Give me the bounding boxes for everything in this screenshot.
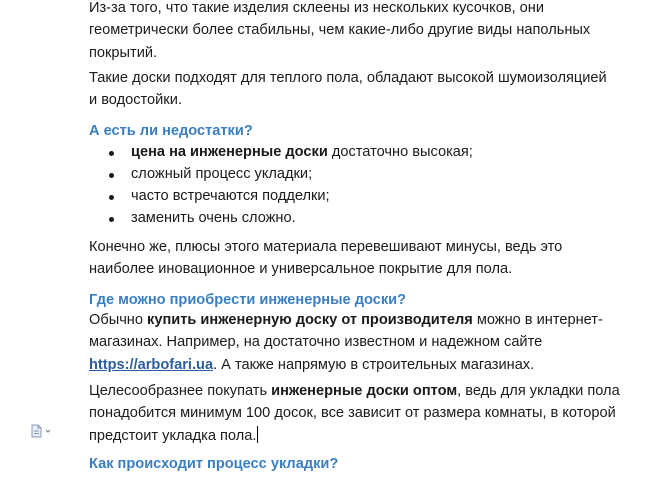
text-line bbox=[89, 354, 603, 376]
paragraph-2 bbox=[89, 67, 607, 112]
text-line: наиболее иновационное и универсальное покрытие для пола. bbox=[89, 261, 513, 278]
text-line bbox=[89, 309, 603, 331]
paragraph-3 bbox=[89, 236, 562, 281]
text-line: магазинах. Например, на достаточно известном и надежном сайте bbox=[89, 334, 543, 351]
bold-phrase: цена на инженерные доски bbox=[131, 144, 328, 160]
paragraph-5 bbox=[89, 380, 620, 447]
text-line: Такие доски подходят для теплого пола, обладают высокой шумоизоляцией bbox=[89, 70, 607, 86]
text-run: . А также напрямую в строительных магазинах. bbox=[213, 356, 535, 373]
text-line: покрытий. bbox=[89, 44, 158, 61]
list-item: сложный процесс укладки; bbox=[105, 164, 473, 186]
text-run: Обычно bbox=[89, 312, 148, 328]
list-item-text: достаточно высокая; bbox=[327, 144, 473, 160]
text-run: можно в интернет- bbox=[472, 312, 603, 328]
text-line: Конечно же, плюсы этого материала перевешивают минусы, ведь это bbox=[89, 239, 563, 255]
text-line: понадобится минимум 100 досок, все зависит от размера комнаты, в которой bbox=[89, 405, 616, 422]
paragraph-options-icon[interactable] bbox=[31, 424, 53, 438]
text-run: Целесообразнее покупать bbox=[89, 383, 272, 399]
section-heading: Где можно приобрести инженерные доски? bbox=[89, 292, 407, 308]
list-item: часто встречаются подделки; bbox=[105, 186, 473, 208]
section-heading: А есть ли недостатки? bbox=[89, 123, 253, 139]
text-line: Из-за того, что такие изделия склеены из нескольких кусочков, они bbox=[89, 0, 545, 16]
paragraph-4 bbox=[89, 309, 603, 376]
section-heading: Как происходит процесс укладки? bbox=[89, 456, 339, 472]
bold-phrase: инженерные доски оптом bbox=[271, 383, 458, 399]
text-line bbox=[89, 425, 620, 447]
text-run: предстоит укладка пола. bbox=[89, 427, 257, 444]
text-line bbox=[89, 380, 620, 402]
arbofari-link[interactable]: https://arbofari.ua bbox=[89, 356, 214, 373]
text-line: и водостойки. bbox=[89, 92, 182, 109]
bullet-list bbox=[89, 142, 473, 230]
list-item bbox=[105, 142, 473, 164]
paragraph-1 bbox=[89, 0, 590, 64]
text-run: , ведь для укладки пола bbox=[457, 383, 620, 399]
text-cursor bbox=[257, 426, 258, 443]
list-item: заменить очень сложно. bbox=[105, 208, 473, 230]
bold-phrase: купить инженерную доску от производителя bbox=[147, 312, 473, 328]
text-line: геометрически более стабильны, чем какие-либо другие виды напольных bbox=[89, 22, 591, 39]
